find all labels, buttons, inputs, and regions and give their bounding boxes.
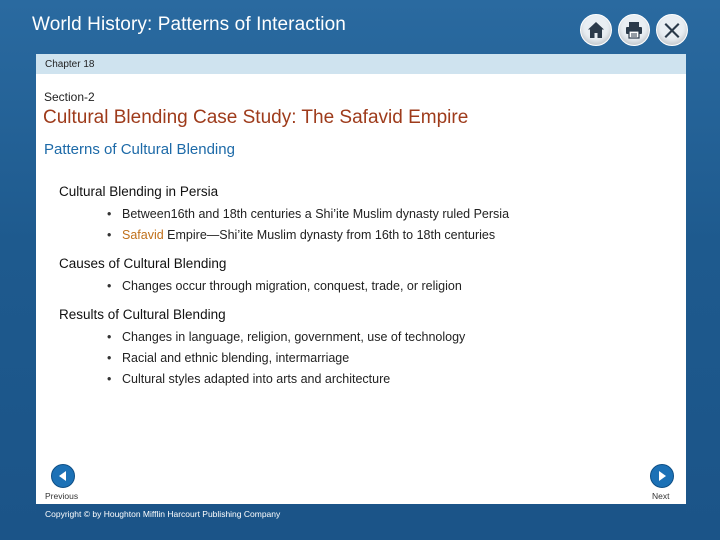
footer-bar [36,504,686,524]
copyright-text: Copyright © by Houghton Mifflin Harcourt Publishing Company [45,509,281,519]
slide-content [59,182,659,390]
bullet-item: • Between16th and 18th centuries a Shi’ite Muslim dynasty ruled Persia [107,204,659,225]
group-heading: Results of Cultural Blending [59,307,226,322]
bullet-item: • Cultural styles adapted into arts and architecture [107,369,659,390]
section-label: Section-2 [44,90,95,104]
bullet-list [59,276,659,297]
arrow-right-icon [655,469,669,483]
bullet-list [59,204,659,246]
previous-button[interactable] [51,464,75,488]
bullet-text: Empire—Shi’ite Muslim dynasty from 16th to 18th centuries [163,228,496,242]
group-heading: Causes of Cultural Blending [59,256,227,271]
chapter-bar [36,54,686,74]
print-button[interactable] [618,14,650,46]
slide-panel [36,54,686,504]
home-button[interactable] [580,14,612,46]
app-title: World History: Patterns of Interaction [32,14,346,35]
group-heading: Cultural Blending in Persia [59,184,219,199]
page-subtitle: Patterns of Cultural Blending [44,141,235,158]
bullet-item: • Changes occur through migration, conquest, trade, or religion [107,276,659,297]
bullet-item: • Racial and ethnic blending, intermarriage [107,348,659,369]
toolbar [580,14,688,46]
bullet-item [107,225,659,246]
previous-label[interactable]: Previous [45,491,79,501]
next-button[interactable] [650,464,674,488]
arrow-left-icon [56,469,70,483]
close-button[interactable] [656,14,688,46]
close-icon [662,20,682,40]
highlighted-term: Safavid [122,228,164,242]
bullet-list [59,327,659,390]
bullet-item: • Changes in language, religion, government, use of technology [107,327,659,348]
chapter-label: Chapter 18 [45,59,95,70]
page-title: Cultural Blending Case Study: The Safavid Empire [43,107,469,128]
home-icon [586,20,606,40]
next-label[interactable]: Next [652,491,670,501]
print-icon [624,20,644,40]
